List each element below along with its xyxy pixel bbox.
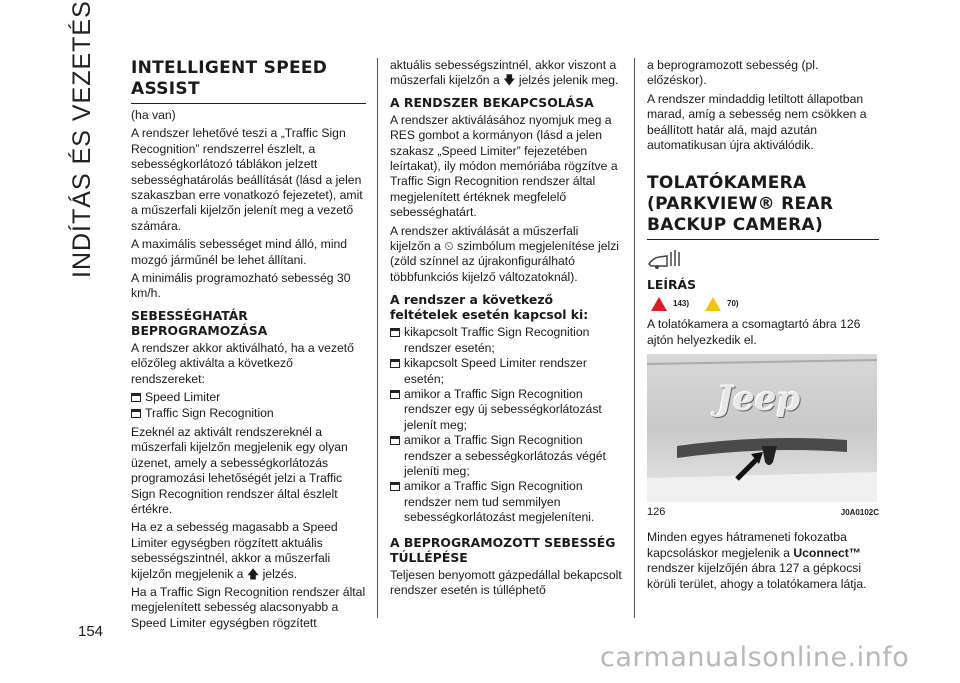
bullet-icon — [390, 436, 400, 445]
paragraph: (ha van) — [131, 108, 176, 122]
paragraph: A rendszer aktiválásához nyomjuk meg a RES gombot a kormányon (lásd a jelen szakasz „Speed Limiter” fejezetében leírtakat), ily módon memóriába rögzítve a Traffic Sign Recognition rendszer által megjelenített értéknek megfelelő sebességhatárt. — [390, 112, 618, 220]
arrow-down-icon: 🡇 — [503, 73, 516, 88]
figure-caption — [647, 505, 879, 520]
subheading-exceed: A BEPROGRAMOZOTT SEBESSÉG TÚLLÉPÉSE — [390, 534, 616, 565]
list-item: amikor a Traffic Sign Recognition rendszer a sebességkorlátozás végét jeleníti meg; — [390, 433, 622, 479]
caution-triangle-icon — [705, 297, 721, 311]
subheading-conditions: A rendszer a következő feltételek esetén kapcsol ki: — [390, 292, 589, 323]
paragraph: A rendszer akkor aktiválható, ha a vezető előzőleg aktiválta a következő rendszereket: — [131, 340, 354, 386]
page-number: 154 — [78, 623, 104, 640]
figure-tailgate-photo — [647, 354, 877, 502]
subheading-activation: A RENDSZER BEKAPCSOLÁSA — [390, 94, 594, 110]
list-item: Traffic Sign Recognition — [131, 406, 366, 421]
list-item: Speed Limiter — [131, 390, 366, 405]
photo-jeep-logo: Jeep — [717, 379, 801, 420]
watermark: carmanualsonline.info — [600, 642, 910, 673]
paragraph: a beprogramozott sebesség (pl. előzéskor). — [647, 58, 819, 88]
paragraph: Ha ez a sebesség magasabb a Speed Limiter egységben rögzített aktuális sebességszintnél, akkor a műszerfali kijelzőn megjelenik a 🡅 jelzés. — [131, 520, 338, 581]
paragraph: A minimális programozható sebesség 30 km/h. — [131, 271, 351, 301]
side-section-title — [60, 0, 110, 290]
speedometer-icon: ⏲ — [444, 239, 454, 254]
column-1 — [131, 58, 366, 634]
paragraph: Ezeknél az aktivált rendszereknél a műszerfali kijelzőn megjelenik egy olyan üzenet, amely a sebességkorlátozás programozási lehetőségét jelzi a Traffic Sign Recognition rendszer által észlelt értékre. — [131, 424, 348, 516]
section-title-camera: TOLATÓKAMERA (PARKVIEW® REAR BACKUP CAMERA) — [647, 173, 879, 240]
column-3 — [647, 58, 879, 595]
paragraph: A rendszer lehetővé teszi a „Traffic Sign Recognition” rendszerrel észlelt, a sebességkorlátozó táblákon jelzett sebességhatárolás beállítását (lásd a jelen szakaszban erre vonatkozó fejezetet), amit a műszerfali kijelzőn jelenít meg a vezető számára. — [131, 126, 363, 233]
tailgate-illustration — [647, 354, 877, 502]
list-item: amikor a Traffic Sign Recognition rendszer nem tud semmilyen sebességkorlátozást megjeleníteni. — [390, 479, 622, 525]
rear-camera-icon — [647, 248, 879, 270]
subheading-setting: SEBESSÉGHATÁR BEPROGRAMOZÁSA — [131, 307, 268, 338]
paragraph: Ha a Traffic Sign Recognition rendszer által megjelenített sebesség alacsonyabb a Speed Limiter egységben rögzített — [131, 584, 366, 630]
column-divider — [634, 58, 635, 618]
bullet-icon — [390, 359, 400, 368]
paragraph: Minden egyes hátrameneti fokozatba kapcsoláskor megjelenik a Uconnect™ rendszer kijelzőjén ábra 127 a gépkocsi körüli terület, ahogy a tolatókamera látja. — [647, 530, 867, 591]
warning-triangle-icon — [651, 297, 667, 311]
rear-camera-icon-graphic — [647, 248, 687, 270]
figure-number: 126 — [647, 506, 666, 519]
paragraph: aktuális sebességszintnél, akkor viszont a műszerfali kijelzőn a 🡇 jelzés jelenik meg. — [390, 58, 619, 88]
paragraph: Teljesen benyomott gázpedállal bekapcsolt rendszer esetén is túlléphető — [390, 567, 622, 597]
bullet-icon — [390, 390, 400, 399]
paragraph: A rendszer mindaddig letiltott állapotban marad, amíg a sebesség nem csökken a beállított határ alá, majd azután automatikusan újra aktiválódik. — [647, 91, 867, 153]
section-title-isa: INTELLIGENT SPEED ASSIST — [131, 58, 366, 104]
paragraph: A maximális sebességet mind álló, mind mozgó járműnél be lehet állítani. — [131, 237, 348, 267]
paragraph: A tolatókamera a csomagtartó ábra 126 ajtón helyezkedik el. — [647, 317, 861, 347]
arrow-up-icon: 🡅 — [246, 566, 260, 581]
bullet-icon — [390, 482, 400, 491]
figure-code: J0A0102C — [840, 508, 879, 518]
list-item: kikapcsolt Traffic Sign Recognition rendszer esetén; — [390, 325, 622, 356]
column-2 — [390, 58, 622, 601]
side-section-title-text: INDÍTÁS ÉS VEZETÉS — [68, 0, 96, 278]
paragraph: A rendszer aktiválását a műszerfali kijelzőn a ⏲ szimbólum megjelenítése jelzi (zöld színnel az újrakonfigurálható többfunkciós kijelző változatoknál). — [390, 223, 619, 284]
warning-refs: 143) 70) — [647, 296, 879, 311]
list-item: kikapcsolt Speed Limiter rendszer esetén; — [390, 356, 622, 387]
bullet-icon — [131, 393, 141, 402]
bullet-icon — [131, 409, 141, 418]
list-item: amikor a Traffic Sign Recognition rendszer egy új sebességkorlátozást jelenít meg; — [390, 387, 622, 433]
bullet-icon — [390, 328, 400, 337]
subheading-description: LEÍRÁS — [647, 276, 697, 292]
column-divider — [377, 58, 378, 618]
